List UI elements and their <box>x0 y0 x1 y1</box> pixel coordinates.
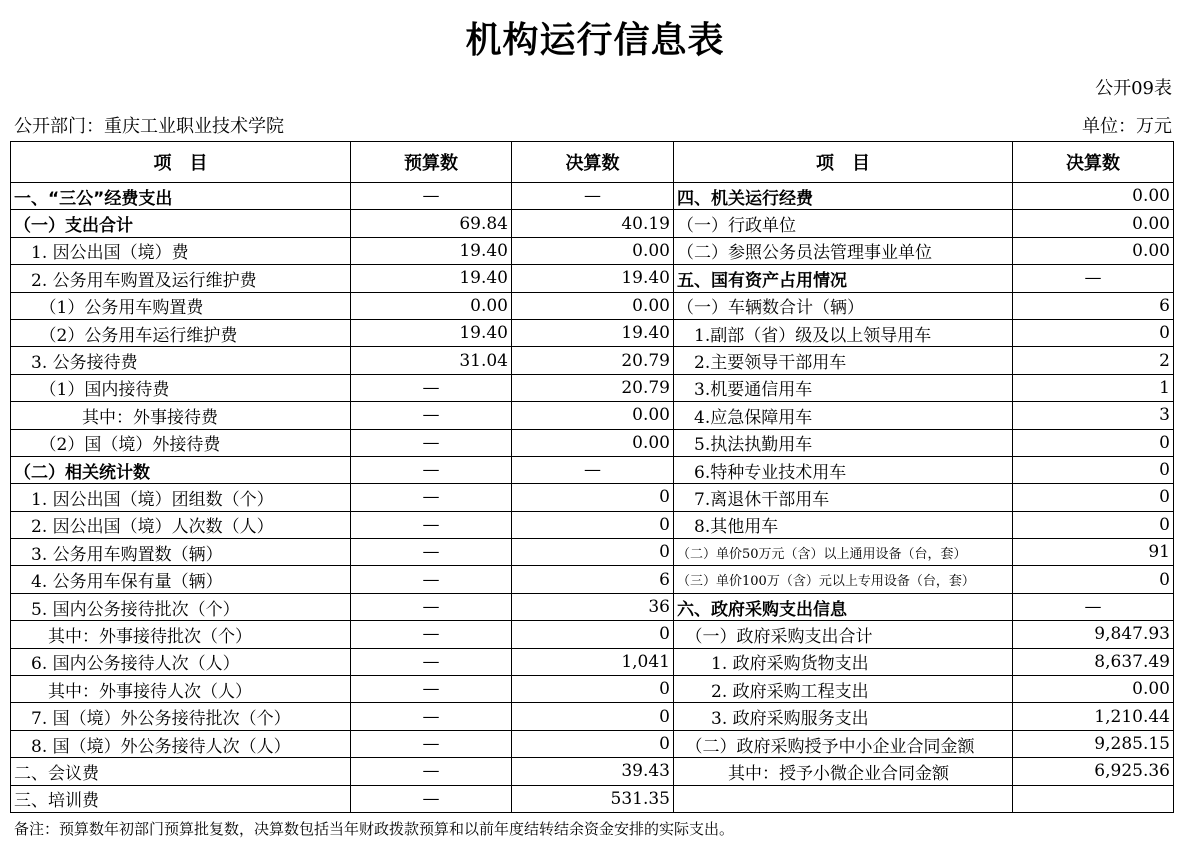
col-item: 项 目 <box>11 142 351 183</box>
table-row <box>11 539 1174 566</box>
table-row <box>11 183 1174 210</box>
right-item-cell: 其中：授予小微企业合同金额 <box>674 758 1013 785</box>
left-item-cell: 1. 因公出国（境）团组数（个） <box>11 484 351 511</box>
right-final-cell: 0 <box>1013 484 1174 511</box>
budget-cell: — <box>351 539 512 566</box>
right-final-cell: 0 <box>1013 429 1174 456</box>
right-final-cell: 6,925.36 <box>1013 758 1174 785</box>
budget-cell: — <box>351 785 512 812</box>
budget-cell: — <box>351 456 512 483</box>
budget-cell: 0.00 <box>351 292 512 319</box>
table-header-row <box>11 142 1174 183</box>
final-cell: 531.35 <box>512 785 674 812</box>
left-item-cell: （1）国内接待费 <box>11 374 351 401</box>
final-cell: 0 <box>512 511 674 538</box>
right-item-cell: （二）单价50万元（含）以上通用设备（台，套） <box>674 539 1013 566</box>
budget-cell: 19.40 <box>351 237 512 264</box>
table-row <box>11 758 1174 785</box>
page-title: 机构运行信息表 <box>465 20 725 61</box>
right-final-cell: 8,637.49 <box>1013 648 1174 675</box>
right-final-cell: — <box>1013 265 1174 292</box>
right-final-cell: 1,210.44 <box>1013 703 1174 730</box>
final-cell: 40.19 <box>512 210 674 237</box>
left-item-cell: 6. 国内公务接待人次（人） <box>11 648 351 675</box>
col-final: 决算数 <box>512 142 674 183</box>
left-item-cell: 三、培训费 <box>11 785 351 812</box>
right-item-cell: 1. 政府采购货物支出 <box>674 648 1013 675</box>
table-row <box>11 319 1174 346</box>
table-row <box>11 265 1174 292</box>
table-row <box>11 429 1174 456</box>
right-final-cell: 2 <box>1013 347 1174 374</box>
right-item-cell: 7.离退休干部用车 <box>674 484 1013 511</box>
budget-cell: 31.04 <box>351 347 512 374</box>
left-item-cell: 8. 国（境）外公务接待人次（人） <box>11 730 351 757</box>
right-item-cell: 1.副部（省）级及以上领导用车 <box>674 319 1013 346</box>
final-cell: 19.40 <box>512 265 674 292</box>
final-cell: 1,041 <box>512 648 674 675</box>
right-final-cell: 0.00 <box>1013 676 1174 703</box>
right-final-cell: 0.00 <box>1013 183 1174 210</box>
right-item-cell: 2. 政府采购工程支出 <box>674 676 1013 703</box>
right-final-cell <box>1013 785 1174 812</box>
footnote: 备注：预算数年初部门预算批复数，决算数包括当年财政拨款预算和以前年度结转结余资金安排的实际支出。 <box>14 820 735 838</box>
left-item-cell: （1）公务用车购置费 <box>11 292 351 319</box>
budget-cell: — <box>351 648 512 675</box>
final-cell: 19.40 <box>512 319 674 346</box>
left-item-cell: 二、会议费 <box>11 758 351 785</box>
table-row <box>11 566 1174 593</box>
budget-cell: — <box>351 374 512 401</box>
table-row <box>11 676 1174 703</box>
left-item-cell: 7. 国（境）外公务接待批次（个） <box>11 703 351 730</box>
left-item-cell: 2. 因公出国（境）人次数（人） <box>11 511 351 538</box>
left-item-cell: （2）公务用车运行维护费 <box>11 319 351 346</box>
budget-cell: — <box>351 676 512 703</box>
table-row <box>11 593 1174 620</box>
right-item-cell: （一）行政单位 <box>674 210 1013 237</box>
final-cell: — <box>512 183 674 210</box>
table-row <box>11 402 1174 429</box>
left-item-cell: 一、“三公”经费支出 <box>11 183 351 210</box>
budget-cell: — <box>351 730 512 757</box>
col-budget: 预算数 <box>351 142 512 183</box>
right-final-cell: 9,847.93 <box>1013 621 1174 648</box>
right-final-cell: 9,285.15 <box>1013 730 1174 757</box>
right-item-cell: 五、国有资产占用情况 <box>674 265 1013 292</box>
left-item-cell: （二）相关统计数 <box>11 456 351 483</box>
table-row <box>11 703 1174 730</box>
right-item-cell: （一）政府采购支出合计 <box>674 621 1013 648</box>
budget-cell: — <box>351 484 512 511</box>
right-item-cell <box>674 785 1013 812</box>
right-final-cell: 6 <box>1013 292 1174 319</box>
table-row <box>11 210 1174 237</box>
table-row <box>11 484 1174 511</box>
budget-cell: — <box>351 183 512 210</box>
left-item-cell: 4. 公务用车保有量（辆） <box>11 566 351 593</box>
table-row <box>11 456 1174 483</box>
budget-cell: — <box>351 511 512 538</box>
right-item-cell: 6.特种专业技术用车 <box>674 456 1013 483</box>
left-item-cell: 其中：外事接待费 <box>11 402 351 429</box>
left-item-cell: 2. 公务用车购置及运行维护费 <box>11 265 351 292</box>
right-item-cell: （二）政府采购授予中小企业合同金额 <box>674 730 1013 757</box>
budget-cell: — <box>351 703 512 730</box>
right-final-cell: 0.00 <box>1013 237 1174 264</box>
final-cell: 0 <box>512 484 674 511</box>
left-item-cell: 其中：外事接待人次（人） <box>11 676 351 703</box>
right-item-cell: （三）单价100万（含）元以上专用设备（台，套） <box>674 566 1013 593</box>
final-cell: 36 <box>512 593 674 620</box>
budget-cell: — <box>351 402 512 429</box>
department-label: 公开部门：重庆工业职业技术学院 <box>14 116 284 137</box>
right-final-cell: 91 <box>1013 539 1174 566</box>
table-row <box>11 621 1174 648</box>
right-final-cell: 1 <box>1013 374 1174 401</box>
left-item-cell: 5. 国内公务接待批次（个） <box>11 593 351 620</box>
table-row <box>11 237 1174 264</box>
right-final-cell: 0 <box>1013 456 1174 483</box>
col-item2: 项 目 <box>674 142 1013 183</box>
budget-cell: 19.40 <box>351 319 512 346</box>
table-row <box>11 785 1174 812</box>
table-row <box>11 511 1174 538</box>
budget-cell: — <box>351 566 512 593</box>
budget-cell: — <box>351 621 512 648</box>
budget-cell: — <box>351 758 512 785</box>
right-item-cell: 四、机关运行经费 <box>674 183 1013 210</box>
right-final-cell: 0 <box>1013 319 1174 346</box>
right-item-cell: 2.主要领导干部用车 <box>674 347 1013 374</box>
table-row <box>11 292 1174 319</box>
left-item-cell: 3. 公务接待费 <box>11 347 351 374</box>
left-item-cell: 其中：外事接待批次（个） <box>11 621 351 648</box>
final-cell: 20.79 <box>512 347 674 374</box>
left-item-cell: 1. 因公出国（境）费 <box>11 237 351 264</box>
final-cell: 20.79 <box>512 374 674 401</box>
right-final-cell: 0 <box>1013 511 1174 538</box>
right-final-cell: — <box>1013 593 1174 620</box>
table-row <box>11 648 1174 675</box>
unit-label: 单位：万元 <box>1082 116 1172 137</box>
budget-cell: 69.84 <box>351 210 512 237</box>
final-cell: 0 <box>512 676 674 703</box>
table-row <box>11 730 1174 757</box>
final-cell: 0 <box>512 730 674 757</box>
table-row <box>11 347 1174 374</box>
right-item-cell: 3. 政府采购服务支出 <box>674 703 1013 730</box>
final-cell: 0.00 <box>512 402 674 429</box>
col-final2: 决算数 <box>1013 142 1174 183</box>
form-number: 公开09表 <box>1095 78 1172 99</box>
budget-cell: 19.40 <box>351 265 512 292</box>
final-cell: 6 <box>512 566 674 593</box>
info-table <box>10 141 1174 813</box>
right-item-cell: 3.机要通信用车 <box>674 374 1013 401</box>
right-item-cell: 4.应急保障用车 <box>674 402 1013 429</box>
final-cell: 39.43 <box>512 758 674 785</box>
final-cell: 0.00 <box>512 237 674 264</box>
left-item-cell: 3. 公务用车购置数（辆） <box>11 539 351 566</box>
table-row <box>11 374 1174 401</box>
final-cell: 0 <box>512 703 674 730</box>
final-cell: — <box>512 456 674 483</box>
budget-cell: — <box>351 593 512 620</box>
right-item-cell: （一）车辆数合计（辆） <box>674 292 1013 319</box>
right-final-cell: 0 <box>1013 566 1174 593</box>
left-item-cell: （2）国（境）外接待费 <box>11 429 351 456</box>
budget-cell: — <box>351 429 512 456</box>
final-cell: 0.00 <box>512 292 674 319</box>
final-cell: 0.00 <box>512 429 674 456</box>
right-item-cell: 六、政府采购支出信息 <box>674 593 1013 620</box>
right-item-cell: 5.执法执勤用车 <box>674 429 1013 456</box>
left-item-cell: （一）支出合计 <box>11 210 351 237</box>
final-cell: 0 <box>512 621 674 648</box>
right-final-cell: 3 <box>1013 402 1174 429</box>
right-item-cell: （二）参照公务员法管理事业单位 <box>674 237 1013 264</box>
right-item-cell: 8.其他用车 <box>674 511 1013 538</box>
right-final-cell: 0.00 <box>1013 210 1174 237</box>
final-cell: 0 <box>512 539 674 566</box>
